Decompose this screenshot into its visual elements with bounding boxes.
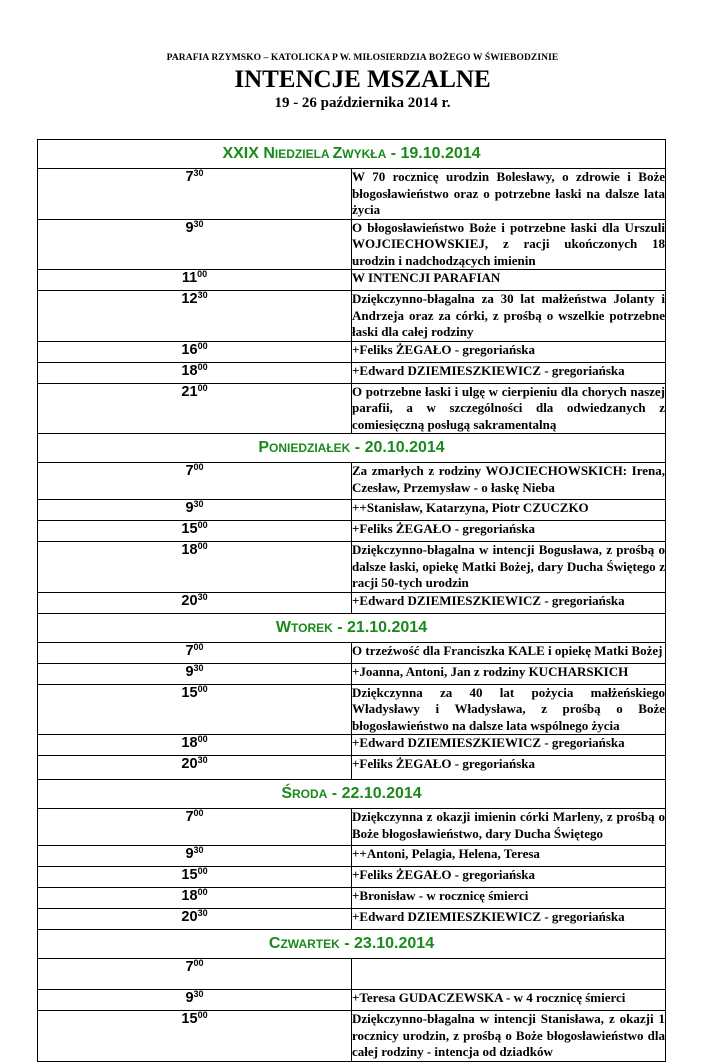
day-label-part: WYKŁA — [342, 147, 387, 161]
mass-minute: 30 — [197, 290, 208, 300]
day-label-part: - 19.10.2014 — [386, 145, 481, 162]
mass-intention — [352, 959, 666, 990]
mass-intention: +Edward DZIEMIESZKIEWICZ - gregoriańska — [352, 592, 666, 613]
mass-row — [38, 642, 666, 663]
day-header-row — [38, 930, 666, 959]
day-label-part: - 21.10.2014 — [332, 618, 428, 636]
mass-hour: 15 — [181, 521, 198, 537]
mass-hour: 20 — [181, 592, 198, 609]
day-header — [38, 930, 666, 959]
mass-row — [38, 888, 666, 909]
mass-hour: 7 — [185, 169, 194, 185]
mass-row — [38, 500, 666, 521]
mass-minute: 00 — [193, 808, 204, 818]
mass-hour: 21 — [181, 383, 198, 400]
mass-hour: 15 — [181, 1011, 198, 1027]
mass-time — [38, 756, 352, 780]
mass-intention: Dziękczynno-błagalna za 30 lat małżeństwa Jolanty i Andrzeja oraz za córki, z prośbą o wszelkie potrzebne łaski dla całej rodziny — [352, 291, 665, 339]
mass-time — [38, 592, 352, 613]
mass-hour: 16 — [181, 341, 198, 358]
mass-row — [38, 362, 666, 383]
mass-time — [38, 219, 352, 270]
day-header — [38, 780, 666, 809]
mass-hour: 7 — [185, 809, 194, 825]
mass-time — [38, 990, 352, 1011]
mass-hour: 18 — [181, 735, 198, 751]
mass-time — [38, 809, 352, 846]
mass-intention: +Feliks ŻEGAŁO - gregoriańska — [352, 867, 666, 888]
mass-hour: 12 — [181, 291, 198, 307]
mass-intention: O błogosławieństwo Boże i potrzebne łaski dla Urszuli WOJCIECHOWSKIEJ, z racji ukończonych 18 urodzin i nadchodzących imienin — [352, 219, 665, 268]
day-label-part: ONIEDZIAŁEK — [269, 441, 351, 455]
document-title: INTENCJE MSZALNE — [234, 66, 491, 93]
mass-minute: 00 — [193, 462, 204, 472]
day-header — [38, 434, 666, 463]
mass-hour: 7 — [185, 959, 194, 975]
day-header-row — [38, 780, 666, 809]
mass-minute: 30 — [197, 591, 208, 602]
mass-time — [38, 959, 352, 990]
mass-hour: 7 — [185, 463, 194, 479]
mass-row — [38, 684, 666, 735]
mass-intention: +Feliks ŻEGAŁO - gregoriańska — [352, 756, 666, 780]
mass-minute: 30 — [197, 908, 208, 918]
mass-intentions-table — [37, 139, 666, 1062]
mass-minute: 00 — [193, 958, 204, 968]
mass-time — [38, 362, 352, 383]
mass-row — [38, 846, 666, 867]
mass-intention: Dziękczynna z okazji imienin córki Marleny, z prośbą o Boże błogosławieństwo, dary Ducha Świętego — [352, 809, 666, 846]
day-label-part: - 20.10.2014 — [350, 439, 445, 456]
mass-time — [38, 270, 352, 291]
day-label-part: - 22.10.2014 — [327, 785, 422, 802]
mass-time — [38, 169, 352, 220]
mass-row — [38, 219, 666, 270]
mass-intention: Dziękczynno-błagalna w intencji Stanisława, z okazji 1 rocznicy urodzin, z prośbą o Boże błogosławieństwo dla całej rodziny - intencja od dziadków — [352, 1011, 665, 1059]
day-header-row — [38, 613, 666, 642]
mass-time — [38, 642, 352, 663]
mass-minute: 30 — [197, 755, 208, 765]
mass-minute: 30 — [193, 662, 204, 673]
mass-intention: +Teresa GUDACZEWSKA - w 4 rocznicę śmierci — [352, 990, 666, 1011]
mass-minute: 00 — [197, 541, 208, 551]
mass-minute: 00 — [193, 641, 204, 652]
mass-time — [38, 383, 352, 434]
mass-hour: 9 — [185, 500, 194, 516]
day-label-part: TOREK — [291, 620, 333, 635]
mass-minute: 30 — [193, 168, 204, 178]
day-label-part: C — [268, 935, 281, 952]
day-header — [38, 140, 666, 169]
mass-minute: 00 — [197, 734, 208, 744]
mass-row — [38, 463, 666, 500]
mass-time — [38, 291, 352, 342]
mass-minute: 00 — [197, 269, 208, 279]
mass-row — [38, 341, 666, 362]
mass-row — [38, 592, 666, 613]
day-label-part: Ś — [281, 785, 293, 802]
day-label-part: W — [275, 618, 291, 636]
mass-row — [38, 542, 666, 593]
day-label-part: - 23.10.2014 — [339, 935, 435, 952]
mass-hour: 9 — [185, 846, 194, 862]
mass-row — [38, 663, 666, 684]
mass-hour: 15 — [181, 867, 198, 883]
date-range: 19 - 26 października 2014 r. — [274, 95, 451, 111]
mass-time — [38, 500, 352, 521]
day-header — [38, 613, 666, 642]
mass-time — [38, 521, 352, 542]
mass-minute: 30 — [193, 218, 204, 229]
mass-intention: Za zmarłych z rodziny WOJCIECHOWSKICH: Irena, Czesław, Przemysław - o łaskę Nieba — [352, 463, 666, 500]
mass-minute: 00 — [197, 382, 208, 393]
mass-intention: ++Antoni, Pelagia, Helena, Teresa — [352, 846, 666, 867]
mass-intention: W 70 rocznicę urodzin Bolesławy, o zdrowie i Boże błogosławieństwo oraz o potrzebne łaski na dalsze lata życia — [352, 169, 665, 217]
mass-row — [38, 809, 666, 846]
mass-time — [38, 463, 352, 500]
mass-hour: 18 — [181, 542, 198, 558]
mass-minute: 30 — [193, 989, 204, 999]
mass-minute: 00 — [197, 866, 208, 876]
mass-hour: 18 — [181, 362, 198, 379]
mass-time — [38, 663, 352, 684]
mass-row — [38, 735, 666, 756]
mass-row — [38, 867, 666, 888]
mass-row — [38, 270, 666, 291]
mass-time — [38, 684, 352, 735]
mass-row — [38, 1011, 666, 1062]
day-label-part: Z — [332, 145, 343, 162]
page-header — [0, 52, 725, 113]
mass-intention: +Edward DZIEMIESZKIEWICZ - gregoriańska — [352, 735, 666, 756]
day-header-row — [38, 434, 666, 463]
mass-hour: 7 — [185, 642, 194, 659]
mass-intention: +Feliks ŻEGAŁO - gregoriańska — [352, 341, 666, 362]
day-label-part: P — [258, 439, 270, 456]
day-label-part: XXIX N — [222, 145, 275, 162]
mass-intention: +Bronisław - w rocznicę śmierci — [352, 888, 666, 909]
mass-time — [38, 867, 352, 888]
mass-hour: 9 — [185, 219, 194, 236]
mass-time — [38, 1011, 352, 1062]
mass-row — [38, 383, 666, 434]
mass-minute: 00 — [197, 683, 208, 694]
mass-hour: 9 — [185, 990, 194, 1006]
mass-intention: O trzeźwość dla Franciszka KALE i opiekę Matki Bożej — [352, 642, 666, 663]
mass-row — [38, 990, 666, 1011]
mass-hour: 20 — [181, 756, 198, 772]
mass-time — [38, 542, 352, 593]
day-label-part: IEDZIELA — [274, 147, 333, 161]
mass-time — [38, 735, 352, 756]
mass-hour: 9 — [185, 663, 194, 680]
mass-minute: 30 — [193, 845, 204, 855]
mass-minute: 00 — [197, 887, 208, 897]
day-header-row — [38, 140, 666, 169]
mass-time — [38, 846, 352, 867]
mass-intention: +Feliks ŻEGAŁO - gregoriańska — [352, 521, 666, 542]
mass-intention: Dziękczynno-błagalna w intencji Bogusława, z prośbą o dalsze łaski, opiekę Matki Bożej, dary Ducha Świętego z racji 50-tych urodzin — [352, 542, 665, 590]
mass-hour: 18 — [181, 888, 198, 904]
mass-time — [38, 909, 352, 930]
mass-hour: 11 — [181, 270, 198, 286]
mass-intention: +Edward DZIEMIESZKIEWICZ - gregoriańska — [352, 362, 666, 383]
mass-row — [38, 959, 666, 990]
day-label-part: ZWARTEK — [280, 937, 340, 951]
mass-hour: 15 — [181, 684, 198, 701]
mass-intention: Dziękczynna za 40 lat pożycia małżeńskiego Władysławy i Władysława, z prośbą o Boże błogosławieństwo na dalsze lata wspólnego życia — [352, 684, 665, 733]
mass-row — [38, 169, 666, 220]
day-label-part: RODA — [292, 787, 328, 801]
mass-minute: 00 — [197, 361, 208, 372]
mass-minute: 00 — [197, 1010, 208, 1020]
mass-hour: 20 — [181, 909, 198, 925]
mass-intention: ++Stanisław, Katarzyna, Piotr CZUCZKO — [352, 500, 666, 521]
mass-time — [38, 888, 352, 909]
mass-intention: W INTENCJI PARAFIAN — [352, 270, 666, 291]
mass-row — [38, 291, 666, 342]
mass-row — [38, 521, 666, 542]
mass-intention: +Edward DZIEMIESZKIEWICZ - gregoriańska — [352, 909, 666, 930]
mass-row — [38, 756, 666, 780]
mass-minute: 00 — [197, 520, 208, 530]
mass-minute: 00 — [197, 340, 208, 351]
parish-name: PARAFIA RZYMSKO – KATOLICKA P W. MIŁOSIERDZIA BOŻEGO W ŚWIEBODZINIE — [166, 53, 559, 63]
mass-intention: +Joanna, Antoni, Jan z rodziny KUCHARSKICH — [352, 663, 666, 684]
mass-intention: O potrzebne łaski i ulgę w cierpieniu dla chorych naszej parafii, a w szczególności dla odwiedzanych z comiesięczną posługą sakramentalną — [352, 383, 665, 432]
mass-row — [38, 909, 666, 930]
mass-time — [38, 341, 352, 362]
mass-minute: 30 — [193, 499, 204, 509]
